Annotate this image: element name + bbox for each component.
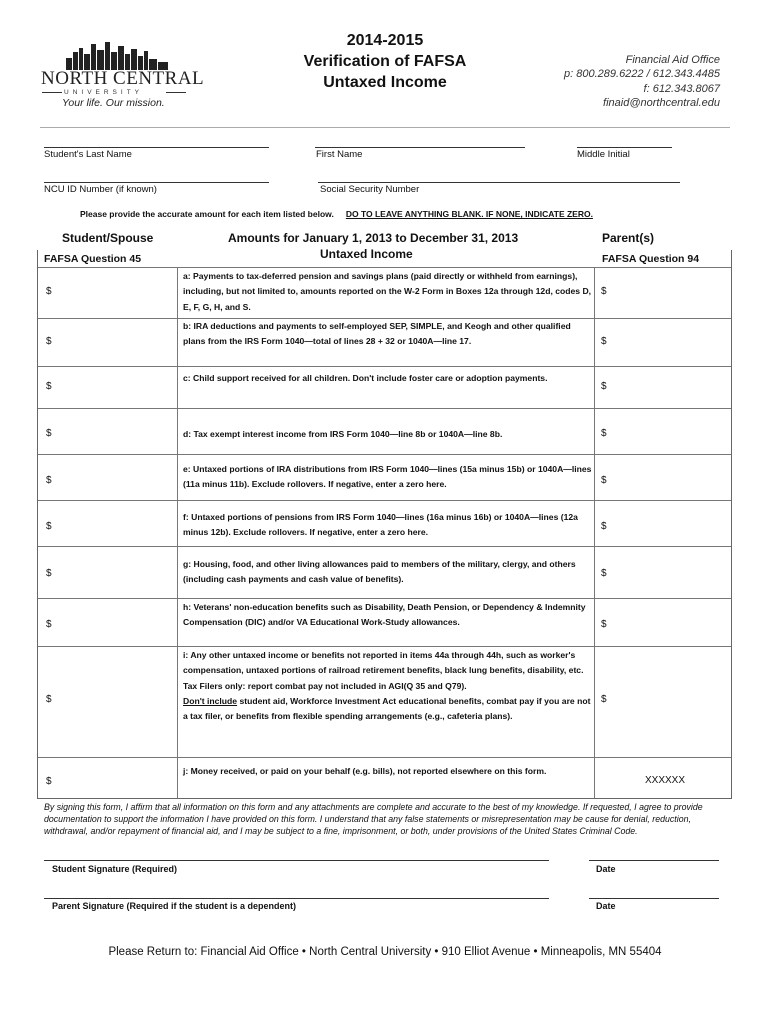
item-j-description: j: Money received, or paid on your behalf (e.g. bills), not reported elsewhere on this form.: [183, 766, 547, 776]
item-h-description: h: Veterans' non-education benefits such as Disability, Death Pension, or Dependency & Indemnity Compensation (DIC) and/or VA Educational Work-Study allowances.: [183, 602, 586, 628]
student-amount-c[interactable]: $: [46, 381, 52, 392]
student-fafsa-question: FAFSA Question 45: [44, 253, 142, 265]
table-row: [38, 646, 731, 757]
item-f-description: f: Untaxed portions of pensions from IRS Form 1040—lines (16a minus 16b) or 1040A—lines (12a minus 12b). Exclude rollovers. If negative, enter a zero here.: [183, 512, 578, 538]
instructions-main: Please provide the accurate amount for each item listed below.: [80, 209, 334, 219]
student-date-label: Date: [596, 864, 616, 874]
student-column-header: Student/Spouse: [62, 231, 154, 245]
skyline-icon: [58, 40, 178, 70]
parent-amount-e[interactable]: $: [601, 475, 607, 486]
student-amount-j[interactable]: $: [46, 776, 52, 787]
office-contact: [545, 53, 720, 110]
student-amount-i[interactable]: $: [46, 694, 52, 705]
student-signature-label: Student Signature (Required): [52, 864, 178, 874]
parent-amount-b[interactable]: $: [601, 336, 607, 347]
table-row: [38, 598, 731, 646]
parent-column-header: Parent(s): [602, 231, 655, 245]
item-a-description: a: Payments to tax-deferred pension and savings plans (paid directly or withheld from earnings), including, but not limited to, amounts reported on the W-2 Form in Boxes 12a through 12d, codes D, E, F, G, H, and S.: [183, 271, 592, 312]
parent-amount-f[interactable]: $: [601, 521, 607, 532]
logo-university: UNIVERSITY: [64, 89, 144, 96]
logo-name: NORTH CENTRAL: [41, 68, 205, 89]
parent-amount-i[interactable]: $: [601, 694, 607, 705]
table-row: [38, 757, 731, 798]
parent-amount-a[interactable]: $: [601, 286, 607, 297]
student-date-field[interactable]: [589, 860, 719, 861]
item-e-description: e: Untaxed portions of IRA distributions from IRS Form 1040—lines (15a minus 15b) or 1040A—lines (11a minus 11b). Exclude rollovers. If negative, enter a zero here.: [183, 464, 592, 490]
item-i-exclusions: [183, 694, 593, 725]
untaxed-income-header: Untaxed Income: [320, 247, 413, 261]
student-amount-a[interactable]: $: [46, 286, 52, 297]
office-name: Financial Aid Office: [625, 54, 720, 66]
item-i-text: i: Any other untaxed income or benefits not reported in items 44a through 44h, such as worker's compensation, untaxed portions of railroad retirement benefits, black lung benefits, disability, etc.: [183, 650, 584, 676]
parent-fafsa-question: FAFSA Question 94: [602, 253, 700, 265]
university-logo: [38, 40, 205, 112]
untaxed-income-table: [37, 250, 732, 799]
ncu-id-label: NCU ID Number (if known): [44, 184, 157, 195]
last-name-label: Student's Last Name: [44, 149, 132, 160]
table-row: [38, 267, 731, 318]
parent-amount-h[interactable]: $: [601, 619, 607, 630]
parent-amount-j: XXXXXX: [644, 775, 686, 786]
parent-amount-g[interactable]: $: [601, 568, 607, 579]
item-b-description: b: IRA deductions and payments to self-employed SEP, SIMPLE, and Keogh and other qualified plans from the IRS Form 1040—total of lines 28 + 32 or 1040A—line 17.: [183, 321, 571, 347]
student-signature-field[interactable]: [44, 860, 549, 861]
middle-initial-field[interactable]: [577, 147, 672, 148]
table-row: [38, 500, 731, 546]
table-row: [38, 546, 731, 598]
certification-statement: By signing this form, I affirm that all information on this form and any attachments are complete and accurate to the best of my knowledge. If requested, I agree to provide documentation to support the information I have provided on this form. I understand that any false statements or misrepresentation may be cause for denial, reduction, withdrawal, and/or repayment of financial aid, and I may be subject to a fine, imprisonment, or both, under provisions of the United States Criminal Code.: [44, 802, 703, 837]
amounts-column-header: Amounts for January 1, 2013 to December 31, 2013: [228, 231, 519, 245]
item-i-description: [183, 648, 593, 724]
office-fax: f: 612.343.8067: [643, 82, 720, 95]
logo-tagline: Your life. Our mission.: [62, 97, 165, 109]
office-email: finaid@northcentral.edu: [603, 96, 720, 109]
middle-initial-label: Middle Initial: [577, 149, 630, 160]
header-rule: [40, 127, 730, 128]
form-title-main: Verification of FAFSA: [303, 53, 467, 70]
parent-signature-label: Parent Signature (Required if the student is a dependent): [52, 901, 297, 911]
table-row: [38, 454, 731, 500]
item-c-description: c: Child support received for all children. Don't include foster care or adoption payments.: [183, 373, 548, 383]
ssn-field[interactable]: [318, 182, 680, 183]
item-i-dont-include: Don't include: [183, 695, 238, 706]
ncu-id-field[interactable]: [44, 182, 269, 183]
student-amount-f[interactable]: $: [46, 521, 52, 532]
item-i-combat-pay: Tax Filers only: report combat pay not included in AGI(Q 35 and Q79).: [183, 680, 467, 691]
office-phone: p: 800.289.6222 / 612.343.4485: [564, 68, 720, 81]
first-name-label: First Name: [316, 149, 363, 160]
parent-date-label: Date: [596, 901, 616, 911]
logo-divider: [166, 92, 186, 93]
student-amount-g[interactable]: $: [46, 568, 52, 579]
table-row: [38, 366, 731, 408]
item-d-description: d: Tax exempt interest income from IRS Form 1040—line 8b or 1040A—line 8b.: [183, 429, 503, 439]
form-title: [280, 30, 490, 93]
item-g-description: g: Housing, food, and other living allowances paid to members of the military, clergy, and others (including cash payments and cash value of benefits).: [183, 559, 576, 585]
item-i-exclusions-text: student aid, Workforce Investment Act educational benefits, combat pay if you are not a tax filer, or benefits from flexible spending arrangements (e.g., cafeteria plans).: [183, 695, 591, 722]
table-row: [38, 408, 731, 454]
parent-amount-c[interactable]: $: [601, 381, 607, 392]
student-amount-d[interactable]: $: [46, 428, 52, 439]
instructions: [80, 209, 593, 219]
student-amount-b[interactable]: $: [46, 336, 52, 347]
form-title-year: 2014-2015: [346, 32, 424, 49]
logo-divider: [42, 92, 62, 93]
ssn-label: Social Security Number: [320, 184, 420, 195]
first-name-field[interactable]: [315, 147, 525, 148]
student-amount-h[interactable]: $: [46, 619, 52, 630]
table-row: [38, 318, 731, 366]
parent-date-field[interactable]: [589, 898, 719, 899]
parent-signature-field[interactable]: [44, 898, 549, 899]
last-name-field[interactable]: [44, 147, 269, 148]
instructions-emphasis: DO TO LEAVE ANYTHING BLANK. IF NONE, INDICATE ZERO.: [345, 209, 593, 219]
student-amount-e[interactable]: $: [46, 475, 52, 486]
parent-amount-d[interactable]: $: [601, 428, 607, 439]
return-address: Please Return to: Financial Aid Office • North Central University • 910 Elliot Avenue • Minneapolis, MN 55404: [108, 946, 662, 958]
form-title-sub: Untaxed Income: [323, 74, 447, 91]
